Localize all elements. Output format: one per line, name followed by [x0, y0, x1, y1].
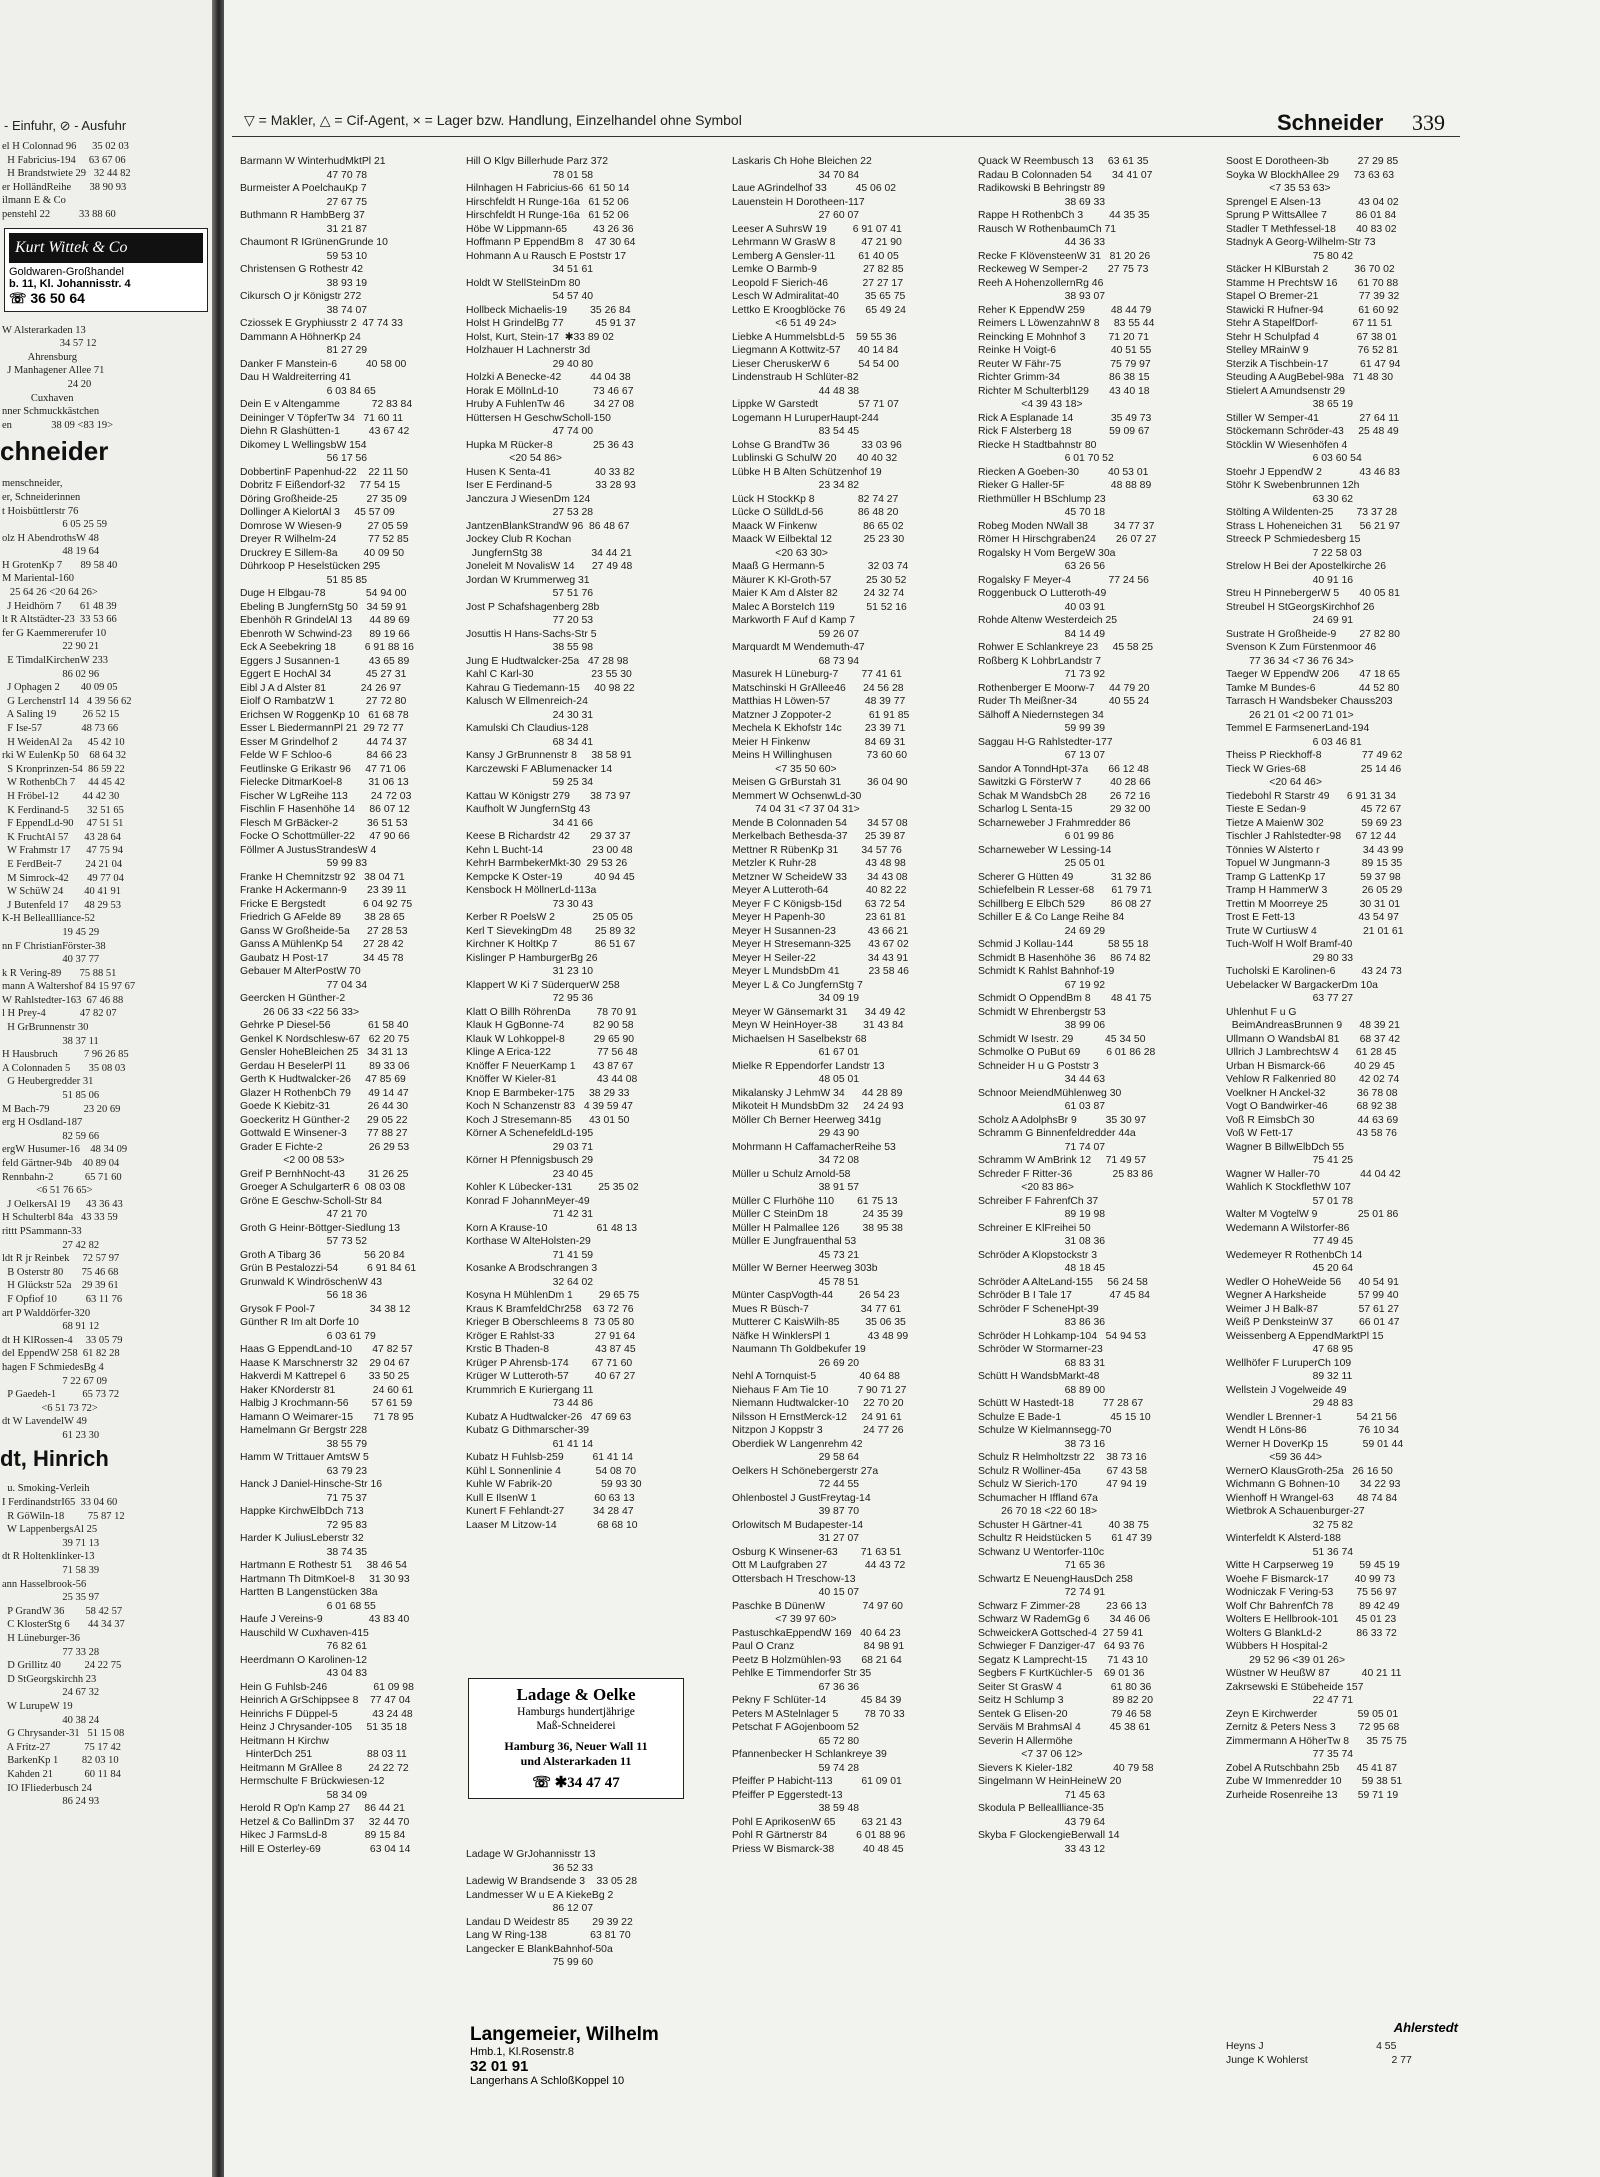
directory-column-3: Laskaris Ch Hohe Bleichen 22 34 70 84 Laue AGrindelhof 33 45 06 02 Lauenstein H Dorotheen-117 27 60 07 Leeser A SuhrsW 19 6 91 07 41 Lehrmann W GrasW 8 47 21 90 Lemberg A Gensler-11 61 40 05 Lemke O Barmb-9 27 82 85 Leopold F Sierich-46 27 27 17 Lesch W Admiralitat-40 35 65 75 Lettko E Kroogblöcke 76 65 49 24 <6 51 49 24> Liebke A HummelsbLd-5 59 55 36 Liegmann A Kottwitz-57 40 14 84 Lieser CheruskerW 6 54 54 00 Lindenstraub H Schlüter-82 44 48 38 Lippke W Garstedt 57 71 07 Logemann H LuruperHaupt-244 83 54 45 Lohse G BrandTw 36 33 03 96 Lublinski G SchulW 20 40 40 32 Lübke H B Alten Schützenhof 19 23 34 82 Lück H StockKp 8 82 74 27 Lücke O SülldLd-56 86 48 20 Maack W Finkenw 86 65 02 Maack W Eilbektal 12 25 23 30 <20 63 30> Maaß G Hermann-5 32 03 74 Mäurer K Kl-Groth-57 25 30 52 Maier K Am d Alster 82 24 32 74 Malec A BorsteIch 119 51 52 16 Markworth F Auf d Kamp 7 59 26 07 Marquardt M Wendemuth-47 68 73 94 Masurek H Lüneburg-7 77 41 61 Matschinski H GrAllee46 24 56 28 Matthias H Löwen-57 48 39 77 Matzner J Zoppoter-2 61 91 85 Mechela K Ekhofstr 14c 23 39 71 Meier H Finkenw 84 69 31 Meins H Willinghusen 73 60 60 <7 35 50 60> Meisen G GrBurstah 31 36 04 90 Memmert W OchsenwLd-30 74 04 31 <7 37 04 31> Mende B Colonnaden 54 34 57 08 Merkelbach Bethesda-37 25 39 87 Mettner R RübenKp 31 34 57 76 Metzler K Ruhr-28 43 48 98 Metzner W ScheideW 33 34 43 08 Meyer A Lutteroth-64 40 82 22 Meyer F C Königsb-15d 63 72 54 Meyer H Papenh-30 23 61 81 Meyer H Susannen-23 43 66 21 Meyer H Stresemann-325 43 67 02 Meyer H Seiler-22 34 43 91 Meyer L MundsbDm 41 23 58 46 Meyer L & Co JungfernStg 7 34 09 19 Meyer W Gänsemarkt 31 34 49 42 Meyn W HeinHoyer-38 31 43 84 Michaelsen H Saselbekstr 68 61 67 01 Mielke R Eppendorfer Landstr 13 48 05 01 Mikalansky J LehmW 34 44 28 89 Mikoteit H MundsbDm 32 24 24 93 Möller Ch Berner Heerweg 341g 29 43 90 Mohrmann H CaffamacherReihe 53 34 72 08 Müller u Schulz Arnold-58 38 91 57 Müller C Flurhöhe 110 61 75 13 Müller C SteinDm 18 24 35 39 Müller H Palmallee 126 38 95 38 Müller E Jungfrauenthal 53 45 73 21 Müller W Berner Heerweg 303b 45 78 51 Münter CaspVogth-44 26 54 23 Mues R Büsch-7 34 77 61 Mutterer C KaisWilh-85 35 06 35 Näfke H WinklersPl 1 43 48 99 Naumann Th Goldbekufer 19 26 69 20 Nehl A Tornquist-5 40 64 88 Niehaus F Am Tie 10 7 90 71 27 Niemann Hudtwalcker-10 22 70 20 Nilsson H ErnstMerck-12 24 91 61 Nitzpon J Koppstr 3 24 77 26 Oberdiek W Langenrehm 42 29 58 64 Oelkers H Schönebergerstr 27a 72 44 55 Ohlenbostel J GustFreytag-14 39 87 70 Orlowitsch M Budapester-14 31 27 07 Osburg K Winsener-63 71 63 51 Ott M Laufgraben 27 44 43 72 Ottersbach H Treschow-13 40 15 07 Paschke B DünenW 74 97 60 <7 39 97 60> PastuschkaEppendW 169 40 64 23 Paul O Cranz 84 98 91 Peetz B Holzmühlen-93 68 21 64 Pehlke E Timmendorfer Str 35 67 36 36 Pekny F Schlüter-14 45 84 39 Peters M AStelnlager 5 78 70 33 Petschat F AGojenboom 52 65 72 80 Pfannenbecker H Schlankreye 39 59 74 28 Pfeiffer P Habicht-113 61 09 01 Pfeiffer P Eggerstedt-13 38 59 48 Pohl E AprikosenW 65 63 21 43 Pohl R Gärtnerstr 84 6 01 88 96 Priess W Bismarck-38 40 48 45	[732, 156, 910, 1855]
langemeier-ad-phone: 32 01 91	[470, 2058, 529, 2075]
ladage-ad-line2: Maß-Schneiderei	[536, 1720, 616, 1732]
left-page-text-main: menschneider, er, Schneiderinnen t Hoisbüttlerstr 76 6 05 25 59 olz H AbendrothsW 48 48 19 64 H GrotenKp 7 89 58 40 M Mariental-160 25 64 26 <20 64 26> J Heidhörn 7 61 48 39 lt R Altstädter-23 33 53 66 fer G Kaemmererufer 10 22 90 21 E TimdalKirchenW 233 86 02 96 J Ophagen 2 40 09 05 G LerchenstrI 14 4 39 56 62 A Saling 19 26 52 15 F Ise-57 48 73 66 H WeidenAl 2a 45 42 10 rki W EulenKp 50 68 64 32 S Kronprinzen-54 86 59 22 W RothenbCh 7 44 45 42 H Fröbel-12 44 42 30 K Ferdinand-5 32 51 65 F EppendLd-90 47 51 51 K FruchtAl 57 43 28 64 W Frahmstr 17 47 75 94 E FerdBeit-7 24 21 04 M Simrock-42 49 77 04 W SchüW 24 40 41 91 J Butenfeld 17 48 29 53 K-H Belleallliance-52 19 45 29 nn F ChristianFörster-38 40 37 77 k R Vering-89 75 88 51 mann A Waltershof 84 15 97 67 W Rahlstedter-163 67 46 88 l H Prey-4 47 82 07 H GrBrunnenstr 30 38 37 11 H Hausbruch 7 96 26 85 A Colonnaden 5 35 08 03 G Heubergredder 31 51 85 06 M Bach-79 23 20 69 erg H Osdland-187 82 59 66 ergW Husumer-16 48 34 09 feld Gärtner-94b 40 89 04 Rennbahn-2 65 71 60 <6 51 76 65> J OelkersAl 19 43 36 43 H Schulterbl 84a 43 33 59 rittt PSammann-33 27 42 82 ldt R jr Reinbek 72 57 97 B Osterstr 80 75 46 68 H Glückstr 52a 29 39 61 F Opfiof 10 63 11 76 art P Walddörfer-320 68 91 12 dt H KlRossen-4 33 05 79 del EppendW 258 61 82 28 hagen F SchmiedesBg 4 7 22 67 09 P Gaedeh-1 65 73 72 <6 51 73 72> dt W LavendelW 49 61 23 30	[2, 478, 136, 1441]
directory-column-2-continued: Ladage W GrJohannisstr 13 36 52 33 Ladewig W Brandsende 3 33 05 28 Landmesser W u E A KiekeBg 2 86 12 07 Landau D Weidestr 85 29 39 22 Lang W Ring-138 63 81 70 Langecker E BlankBahnhof-50a 75 99 60	[466, 1849, 637, 1968]
ladage-ad-phone: ☏ ✱34 47 47	[532, 1775, 620, 1791]
left-page-text-mid: W Alsterarkaden 13 34 57 12 Ahrensburg J Manhagener Allee 71 24 20 Cuxhaven nner Schmuckkästchen en 38 09 <83 19>	[2, 324, 114, 431]
directory-column-2: Hill O Klgv Billerhude Parz 372 78 01 58 Hilnhagen H Fabricius-66 61 50 14 Hirschfeldt H Runge-16a 61 52 06 Hirschfeldt H Runge-16a 61 52 06 Höbe W Lippmann-65 43 26 36 Hoffmann P EppendBm 8 47 30 64 Hohmann A u Rausch E Poststr 17 34 51 61 Holdt W StellSteinDm 80 54 57 40 Hollbeck Michaelis-19 35 26 84 Holst H GrindelBg 77 45 91 37 Holst, Kurt, Stein-17 ✱33 89 02 Holzhauer H Lachnerstr 3d 29 40 80 Holzki A Benecke-42 44 04 38 Horak E MölInLd-10 73 46 67 Hruby A FuhlenTw 46 34 27 08 Hüttersen H GeschwScholl-150 47 74 00 Hupka M Rücker-8 25 36 43 <20 54 86> Husen K Senta-41 40 33 82 Iser E Ferdinand-5 33 28 93 Janczura J WiesenDm 124 27 53 28 JantzenBlankStrandW 96 86 48 67 Jockey Club R Kochan JungfernStg 38 34 44 21 Joneleit M NovalisW 14 27 49 48 Jordan W Krummerweg 31 57 51 76 Jost P Schafshagenberg 28b 77 20 53 Josuttis H Hans-Sachs-Str 5 38 55 98 Jung E Hudtwalcker-25a 47 28 98 Kahl C Karl-30 23 55 30 Kahrau G Tiedemann-15 40 98 22 Kalusch W Ellmenreich-24 24 30 31 Kamulski Ch Claudius-128 68 34 41 Kansy J GrBrunnenstr 8 38 58 91 Karczewski F ABlumenacker 14 59 25 34 Kattau W Königstr 279 38 73 97 Kaufholt W JungfernStg 43 34 41 66 Keese B Richardstr 42 29 37 37 Kehn L Bucht-14 23 00 48 KehrH BarmbekerMkt-30 29 53 26 Kempcke K Oster-19 40 94 45 Kensbock H MöllnerLd-113a 73 30 43 Kerber R PoelsW 2 25 05 05 Kerl T SievekingDm 48 25 89 32 Kirchner K HoltKp 7 86 51 67 Kislinger P HamburgerBg 26 31 23 10 Klappert W Ki 7 SüderquerW 258 72 95 36 Klatt O Billh RöhrenDa 78 70 91 Klauk H GgBonne-74 82 90 58 Klauk W Lohkoppel-8 29 65 90 Klinge A Erica-122 77 56 48 Knöffer F NeuerKamp 1 43 87 67 Knöffer W Kieler-81 43 44 08 Knop E Barmbeker-175 38 29 33 Koch N Schanzenstr 83 4 39 59 47 Koch J Stresemann-85 43 01 50 Körner A SchenefeldLd-195 29 03 71 Körner H Pfennigsbusch 29 23 40 45 Kohler K Lübecker-131 25 35 02 Konrad F JohannMeyer-49 71 42 31 Korn A Krause-10 61 48 13 Korthase W AlteHolsten-29 71 41 59 Kosanke A Brodschrangen 3 32 64 02 Kosyna H MühlenDm 1 29 65 75 Kraus K BramfeldChr258 63 72 76 Krieger B Oberschleems 8 73 05 80 Kröger E Rahlst-33 27 91 64 Krstic B Thaden-8 43 87 45 Krüger P Ahrensb-174 67 71 60 Krüger W Lutteroth-57 40 67 27 Krummrich E Kuriergang 11 73 44 86 Kubatz A Hudtwalcker-26 47 69 63 Kubatz G Dithmarscher-39 61 41 14 Kubatz H Fuhlsb-259 61 41 14 Kühl L Sonnenlinie 4 54 08 70 Kuhle W Fabrik-20 59 93 30 Kull E IlsenW 1 60 63 13 Kunert F Fehlandt-27 34 28 47 Laaser M Litzow-14 68 68 10	[466, 156, 642, 1531]
wittek-ad	[4, 228, 208, 312]
book-gutter	[212, 0, 224, 2177]
wittek-ad-address: b. 11, Kl. Johannisstr. 4	[9, 277, 131, 290]
header-rule	[232, 136, 1460, 137]
directory-column-5: Soost E Dorotheen-3b 27 29 85 Soyka W BlockhAllee 29 73 63 63 <7 35 53 63> Sprengel E Alsen-13 43 04 02 Sprung P WittsAllee 7 86 01 84 Stadler T Methfessel-18 40 83 02 Stadnyk A Georg-Wilhelm-Str 73 75 80 42 Stäcker H KlBurstah 2 36 70 02 Stamme H PrechtsW 16 61 70 88 Stapel O Bremer-21 77 39 32 Stawicki R Hufner-94 61 60 92 Stehr A StapelfDorf- 67 11 51 Stehr H Schulpfad 4 67 38 01 Stelley MRainW 9 76 52 81 Sterzik A Tischbein-17 61 47 94 Steuding A AugBebel-98a 71 48 30 Stielert A Amundsenstr 29 38 65 19 Stiller W Semper-41 27 64 11 Stöckemann Schröder-43 25 48 49 Stöcklin W Wiesenhöfen 4 6 03 60 54 Stoehr J EppendW 2 43 46 83 Stöhr K Swebenbrunnen 12h 63 30 62 Stölting A Wildenten-25 73 37 28 Strass L Hoheneichen 31 56 21 97 Streeck P Schmiedesberg 15 7 22 58 03 Strelow H Bei der Apostelkirche 26 40 91 16 Streu H PinnebergerW 5 40 05 81 Streubel H StGeorgsKirchhof 26 24 69 91 Sustrate H Großheide-9 27 82 80 Svenson K Zum Fürstenmoor 46 77 36 34 <7 36 76 34> Taeger W EppendW 206 47 18 65 Tamke M Bundes-6 44 52 80 Tarrasch H Wandsbeker Chauss203 26 21 01 <2 00 71 01> Temmel E FarmsenerLand-194 6 03 46 81 Theiss P Rieckhoff-8 77 49 62 Tieck W Gries-68 25 14 46 <20 64 46> Tiedebohl R Starstr 49 6 91 31 34 Tieste E Sedan-9 45 72 67 Tietze A MaienW 302 59 69 23 Tischler J Rahlstedter-98 67 12 44 Tönnies W Alsterto r 34 43 99 Topuel W Jungmann-3 89 15 35 Tramp G LattenKp 17 59 37 98 Tramp H HammerW 3 26 05 29 Trettin M Moorreye 25 30 31 01 Trost E Fett-13 43 54 97 Trute W CurtiusW 4 21 01 61 Tuch-Wolf H Wolf Bramf-40 29 80 33 Tucholski E Karolinen-6 43 24 73 Uebelacker W BargackerDm 10a 63 77 27 Uhlenhut F u G BeimAndreasBrunnen 9 48 39 21 Ullmann O WandsbAl 81 68 37 42 Ullrich J LambrechtsW 4 61 28 45 Urban H Bismarck-66 40 29 45 Vehlow R Falkenried 80 42 02 74 Voelkner H Anckel-32 36 78 08 Vogt O Bandwirker-46 68 92 38 Voß R EimsbCh 30 44 63 69 Voß W Fett-17 43 58 76 Wagner B BillwElbDch 55 75 41 25 Wagner W Haller-70 44 04 42 Wahlich K StockflethW 107 57 01 78 Walter M VogtelW 9 25 01 86 Wedemann A Wilstorfer-86 77 49 45 Wedemeyer R RothenbCh 14 45 20 64 Wedler O HoheWeide 56 40 54 91 Wegner A Harksheide 57 99 40 Weimer J H Balk-87 57 61 27 Weiß P DenksteinW 37 66 01 47 Weissenberg A EppendMarktPl 15 47 68 95 Wellhöfer F LuruperCh 109 89 32 11 Wellstein J Vogelweide 49 29 48 83 Wendler L Brenner-1 54 21 56 Wendt H Löns-86 76 10 34 Werner H DoverKp 15 59 01 44 <59 36 44> WernerO KlausGroth-25a 26 16 50 Wichmann G Bohnen-10 34 22 93 Wienhoff H Wrangel-63 48 74 84 Wietbrok A Schauenburger-27 32 75 82 Winterfeldt K Alsterd-188 51 36 74 Witte H Carpserweg 19 59 45 19 Woehe F Bismarck-17 40 99 73 Wodniczak F Vering-53 75 56 97 Wolf Chr BahrenfCh 78 89 42 49 Wolters E Hellbrook-101 45 01 23 Wolters G BlankLd-2 86 33 72 Wübbers H Hospital-2 29 52 96 <39 01 26> Wüstner W HeußW 87 40 21 11 Zakrsewski E Stübeheide 157 22 47 71 Zeyn E Kirchwerder 59 05 01 Zernitz & Peters Ness 3 72 95 68 Zimmermann A HöherTw 8 35 75 75 77 35 74 Zobel A Rutschbahn 25b 45 41 87 Zube W Immenredder 10 59 38 51 Zurheide Rosenreihe 13 59 71 19	[1226, 156, 1407, 1801]
wittek-ad-phone: ☏ 36 50 64	[9, 289, 85, 306]
directory-column-1: Barmann W WinterhudMktPl 21 47 70 78 Burmeister A PoelchauKp 7 27 67 75 Buthmann R HambBerg 37 31 21 87 Chaumont R IGrünenGrunde 10 59 53 10 Christensen G Rothestr 42 38 93 19 Cikursch O jr Königstr 272 38 74 07 Cziossek E Gryphiusstr 2 47 74 33 Dammann A HöhnerKp 24 81 27 29 Danker F Manstein-6 40 58 00 Dau H Waldreiterring 41 6 03 84 65 Dein E v Altengamme 72 83 84 Deininger V TöpferTw 34 71 60 11 Diehn R Glashütten-1 43 67 42 Dikomey L WellingsbW 154 56 17 56 DobbertinF Papenhud-22 22 11 50 Dobritz F Eißendorf-32 77 54 15 Döring Großheide-25 27 35 09 Dollinger A KielortAl 3 45 57 09 Domrose W Wiesen-9 27 05 59 Dreyer R Wilhelm-24 77 52 85 Druckrey E Sillem-8a 40 09 50 Dührkoop P Heselstücken 295 51 85 85 Duge H Elbgau-78 54 94 00 Ebeling B JungfernStg 50 34 59 91 Ebenhöh R GrindelAl 13 44 89 69 Ebenroth W Schwind-23 89 19 66 Eck A Seebekring 18 6 91 88 16 Eggers J Susannen-1 43 65 89 Eggert E HochAl 34 45 27 31 Eibl J A d Alster 81 24 26 97 Eiolf O RambatzW 1 27 72 80 Erichsen W RoggenKp 10 61 68 78 Esser L BiedermannPl 21 29 72 77 Esser M Grindelhof 2 44 74 37 Felde W F Schloo-6 84 66 23 Feutlinske G Erikastr 96 47 71 06 Fielecke DitmarKoel-8 31 06 13 Fischer W LgReihe 113 24 72 03 Fischlin F Hasenhöhe 14 86 07 12 Flesch M GrBäcker-2 36 51 53 Focke O Schottmüller-22 47 90 66 Föllmer A JustusStrandesW 4 59 99 83 Franke H Chemnitzstr 92 38 04 71 Franke H Ackermann-9 23 39 11 Fricke E Bergstedt 6 04 92 75 Friedrich G AFelde 89 38 28 65 Ganss W Großheide-5a 27 28 53 Ganss A MühlenKp 54 27 28 42 Gaubatz H Post-17 34 45 78 Gebauer M AlterPostW 70 77 04 34 Geercken H Günther-2 26 06 33 <22 56 33> Gehrke P Diesel-56 61 58 40 Genkel K Nordschlesw-67 62 20 75 Gensler HoheBleichen 25 34 31 13 Gerdau H BeselerPl 11 89 33 06 Gerth K Hudtwalcker-26 47 85 69 Glazer H RothenbCh 79 49 14 47 Goede K Kiebitz-31 26 44 30 Goeckeritz H Günther-2 29 05 22 Gottwald E Winsener-3 77 88 27 Grader E Fichte-2 26 29 53 <2 00 08 53> Greif P BernhNocht-43 31 26 25 Groeger A SchulgarterR 6 08 03 08 Gröne E Geschw-Scholl-Str 84 47 21 70 Groth G Heinr-Böttger-Siedlung 13 57 73 52 Groth A Tibarg 36 56 20 84 Grün B Pestalozzi-54 6 91 84 61 Grunwald K WindröschenW 43 56 18 36 Grysok F Pool-7 34 38 12 Günther R Im alt Dorfe 10 6 03 61 79 Haas G EppendLand-10 47 82 57 Haase K Marschnerstr 32 29 04 67 Hakverdi M Kattrepel 6 33 50 25 Haker KNorderstr 81 24 60 61 Halbig J Krochmann-56 57 61 59 Hamann O Weimarer-15 71 78 95 Hamelmann Gr Bergstr 228 38 55 79 Hamm W Trittauer AmtsW 5 63 79 23 Hanck J Daniel-Hinsche-Str 16 71 75 37 Happke KirchwElbDch 713 72 95 83 Harder K JuliusLeberstr 32 38 74 35 Hartmann E Rothestr 51 38 46 54 Hartmann Th DitmKoel-8 31 30 93 Hartten B Langenstücken 38a 6 01 68 55 Haufe J Vereins-9 43 83 40 Hauschild W Cuxhaven-415 76 82 61 Heerdmann O Karolinen-12 43 04 83 Hein G Fuhlsb-246 61 09 98 Heinrich A GrSchippsee 8 77 47 04 Heinrichs F Düppel-5 43 24 48 Heinz J Chrysander-105 51 35 18 Heitmann H Kirchw HinterDch 251 88 03 11 Heitmann M GrAllee 8 24 22 72 Hermschulte F Brückwiesen-12 58 34 09 Herold R Op'n Kamp 27 86 44 21 Hetzel & Co BallinDm 37 32 44 70 Hikec J FarmsLd-8 89 15 84 Hill E Osterley-69 63 04 14	[240, 156, 417, 1855]
left-page-heading-1: chneider	[0, 436, 109, 467]
ladage-ad-address-2: und Alsterarkaden 11	[520, 1754, 632, 1768]
wittek-logo: Kurt Wittek & Co	[9, 233, 203, 263]
langemeier-ad-address: Hmb.1, Kl.Rosenstr.8	[470, 2046, 574, 2058]
symbol-legend: ▽ = Makler, △ = Cif-Agent, × = Lager bzw. Handlung, Einzelhandel ohne Symbol	[244, 112, 742, 128]
left-page	[0, 0, 212, 2177]
langemeier-ad	[470, 2024, 686, 2087]
left-page-heading-2: dt, Hinrich	[0, 1446, 109, 1472]
ladage-ad-line1: Hamburgs hundertjährige	[517, 1706, 635, 1718]
left-page-text-tail: u. Smoking-Verleih I FerdinandstrI65 33 04 60 R GöWiln-18 75 87 12 W LappenbergsAl 25 39 71 13 dt R Holtenklinker-13 71 58 39 ann Hasselbrook-56 25 35 97 P GrandW 36 58 42 57 C KlosterStg 6 44 34 37 H Lüneburger-36 77 33 28 D Grillitz 40 24 22 75 D StGeorgskirchh 23 24 67 32 W LurupeW 19 40 38 24 G Chrysander-31 51 15 08 A Fritz-27 75 17 42 BarkenKp 1 82 03 10 Kahden 21 60 11 84 IO IFliederbusch 24 86 24 93	[2, 1483, 125, 1808]
page-surname-heading: Schneider	[1277, 110, 1384, 135]
wittek-ad-subtitle: Goldwaren-Großhandel	[9, 265, 124, 278]
district-heading: Ahlerstedt	[1393, 2020, 1458, 2035]
ladage-oelke-ad	[468, 1678, 684, 1799]
directory-column-4: Quack W Reembusch 13 63 61 35 Radau B Colonnaden 54 34 41 07 Radikowski B Behringstr 89 38 69 33 Rappe H RothenbCh 3 44 35 35 Rausch W RothenbaumCh 71 44 36 33 Recke F KlövensteenW 31 81 20 26 Reckeweg W Semper-2 27 75 73 Reeh A HohenzollernRg 46 38 93 07 Reher K EppendW 259 48 44 79 Reimers L LöwenzahnW 8 83 55 44 Reincking E Mohnhof 3 71 20 71 Reinke H Voigt-6 40 51 55 Reuter W Fähr-75 75 79 97 Richter Grimm-34 86 38 15 Richter M Schulterbl129 43 40 18 <4 39 43 18> Rick A Esplanade 14 35 49 73 Rick F Alsterberg 18 59 09 67 Riecke H Stadtbahnstr 80 6 01 70 52 Riecken A Goeben-30 40 53 01 Rieker G Haller-5F 48 88 89 Riethmüller H BSchlump 23 45 70 18 Robeg Moden NWall 38 34 77 37 Römer H Hirschgraben24 26 07 27 Rogalsky H Vom BergeW 30a 63 26 56 Rogalsky F Meyer-4 77 24 56 Roggenbuck O Lutteroth-49 40 03 91 Rohde Altenw Westerdeich 25 84 14 49 Rohwer E Schlankreye 23 45 58 25 Roßberg K LohbrLandstr 7 71 73 92 Rothenberger E Moorw-7 44 79 20 Ruder Th Meißner-34 40 55 24 Sälhoff A Niedernstegen 34 59 99 39 Saggau H-G Rahlstedter-177 67 13 07 Sandor A TonndHpt-37a 66 12 48 Sawitzki G FörsterW 7 40 28 66 Schak M WandsbCh 28 26 72 16 Scharlog L Senta-15 29 32 00 Scharneweber J Frahmredder 86 6 01 99 86 Scharneweber W Lessing-14 25 05 01 Scherer G Hütten 49 31 32 86 Schiefelbein R Lesser-68 61 79 71 Schillberg E ElbCh 529 86 08 27 Schiller E & Co Lange Reihe 84 24 69 29 Schmid J Kollau-144 58 55 18 Schmidt B Hasenhöhe 36 86 74 82 Schmidt K Rahlst Bahnhof-19 67 19 92 Schmidt O OppendBm 8 48 41 75 Schmidt W Ehrenbergstr 53 38 99 06 Schmidt W Isestr. 29 45 34 50 Schmolke O PuBut 69 6 01 86 28 Schneider H u G Poststr 3 34 44 63 Schnoor MeiendMühlenweg 30 61 03 87 Scholz A AdolphsBr 9 35 30 97 Schramm G Binnenfeldredder 44a 71 74 07 Schramm W AmBrink 12 71 49 57 Schreder F Ritter-36 25 83 86 <20 83 86> Schreiber F FahrenfCh 37 89 19 98 Schreiner E KlFreihei 50 31 08 36 Schröder A Klopstockstr 3 48 18 45 Schröder A AlteLand-155 56 24 58 Schröder B I Tale 17 47 45 84 Schröder F ScheneHpt-39 83 86 36 Schröder H Lohkamp-104 54 94 53 Schröder W Stormarner-23 68 83 31 Schütt H WandsbMarkt-48 68 89 00 Schütt W Hastedt-18 77 28 67 Schulze E Bade-1 45 15 10 Schulze W Kielmannsegg-70 38 73 16 Schulz R Helmholtzstr 22 38 73 16 Schulz R Wolliner-45a 67 43 58 Schulz W Sierich-170 47 94 19 Schumacher H Iffland 67a 26 70 18 <22 60 18> Schuster H Gärtner-41 40 38 75 Schultz R Heidstücken 5 61 47 39 Schwanz U Wentorfer-110c 71 65 36 Schwartz E NeuengHausDch 258 72 74 91 Schwarz F Zimmer-28 23 66 13 Schwarz W RademGg 6 34 46 06 SchweickerA Gottsched-4 27 59 41 Schwieger F Danziger-47 64 93 76 Segatz K Lamprecht-15 71 43 10 Segbers F KurtKüchler-5 69 01 36 Seiter St GrasW 4 61 80 36 Seitz H Schlump 3 89 82 20 Sentek G Elisen-20 79 46 58 Serväis M BrahmsAl 4 45 38 61 Severin H Allermöhe <7 37 06 12> Sievers K Kieler-182 40 79 58 Singelmann W HeinHeineW 20 71 45 63 Skodula P Belleallliance-35 43 79 64 Skyba F GlockengieBerwall 14 33 43 12	[978, 156, 1157, 1855]
page-number: 339	[1412, 110, 1445, 135]
district-entries: Heyns J 4 55 Junge K Wohlerst 2 77	[1226, 2041, 1412, 2066]
page-header	[232, 108, 1452, 134]
ladage-ad-address-1: Hamburg 36, Neuer Wall 11	[504, 1739, 648, 1753]
langemeier-ad-after: Langerhans A SchloßKoppel 10	[470, 2075, 625, 2087]
ladage-ad-title: Ladage & Oelke	[516, 1685, 636, 1704]
left-page-text-top: el H Colonnad 96 35 02 03 H Fabricius-194 63 67 06 H Brandstwiete 29 32 44 82 er HolländReihe 38 90 93 ilmann E & Co penstehl 22 33 88 60	[2, 141, 131, 220]
right-page	[224, 0, 1600, 2177]
left-page-header: - Einfuhr, ⊘ - Ausfuhr	[4, 118, 127, 133]
langemeier-ad-title: Langemeier, Wilhelm	[470, 2024, 659, 2045]
